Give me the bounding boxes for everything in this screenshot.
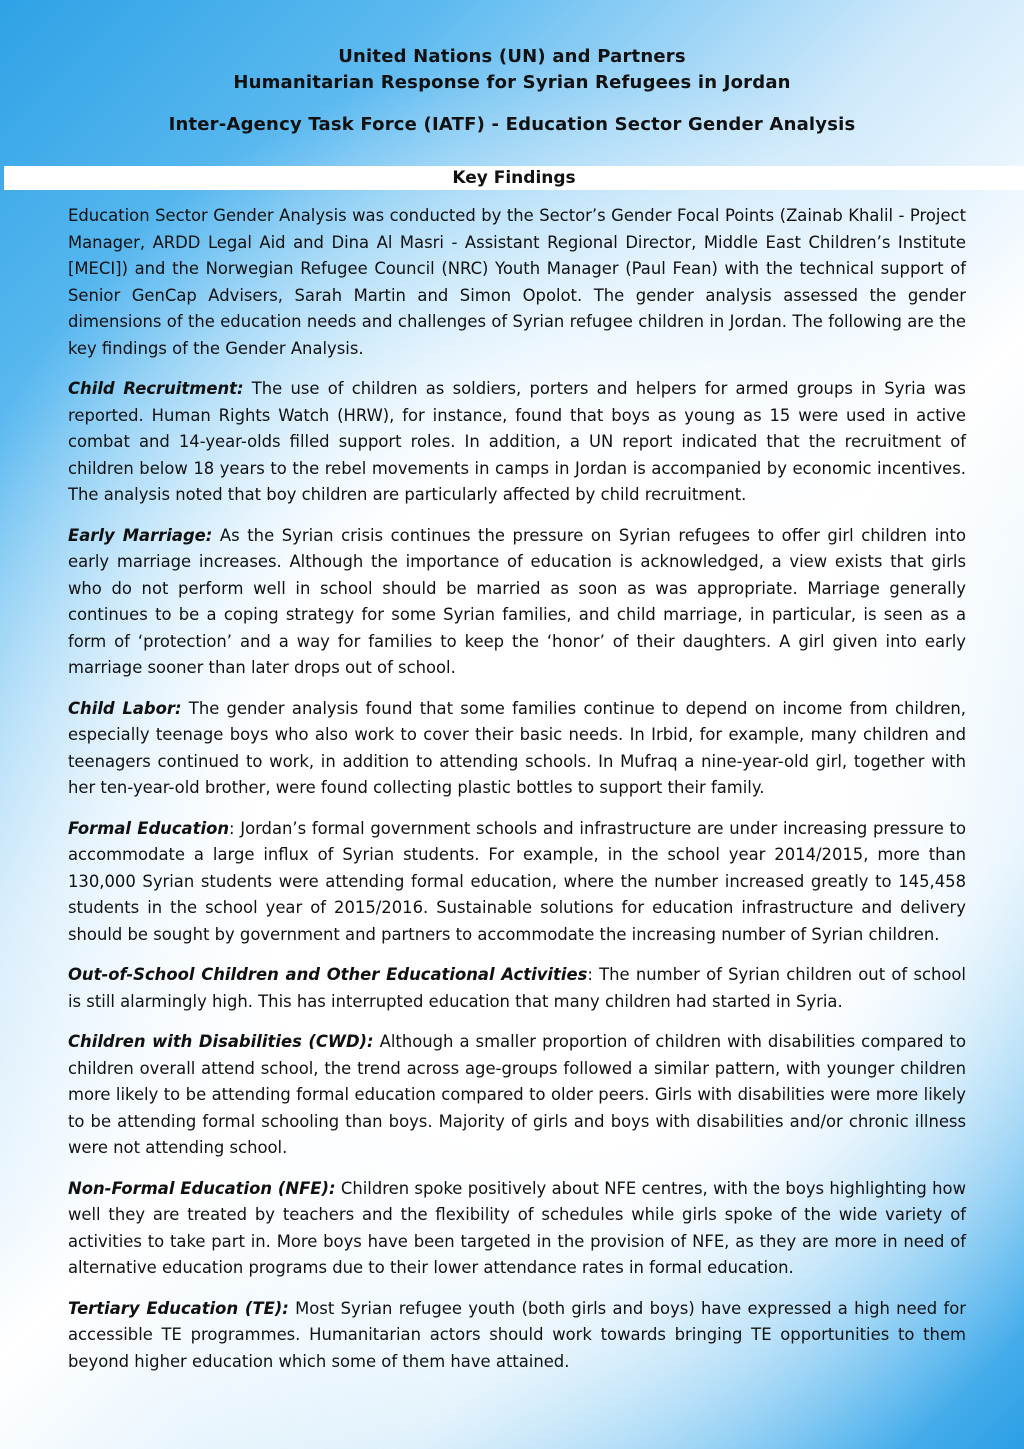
finding-child-recruitment (68, 376, 966, 509)
finding-title: Early Marriage: (68, 525, 213, 545)
finding-text: The use of children as soldiers, porters and helpers for armed groups in Syria was reported. Human Rights Watch (HRW), for instance, found that boys as young as 15 were used in active combat and 14-year-olds filled support roles. In addition, a UN report indicated that the recruitment of children below 18 years to the rebel movements in camps in Jordan is accompanied by economic incentives. The analysis noted that boy children are particularly affected by child recruitment. (68, 379, 966, 504)
finding-non-formal-education (68, 1176, 966, 1282)
finding-title: Formal Education (68, 818, 229, 838)
document-body (68, 203, 966, 1389)
finding-text: : Jordan’s formal government schools and infrastructure are under increasing pressure to accommodate a large influx of Syrian students. For example, in the school year 2014/2015, more than 130,000 Syrian students were attending formal education, where the number increased greatly to 145,458 students in the school year of 2015/2016. Sustainable solutions for education infrastructure and delivery should be sought by government and partners to accommodate the increasing number of Syrian children. (68, 818, 966, 944)
document-subtitle: Inter-Agency Task Force (IATF) - Education Sector Gender Analysis (168, 114, 856, 135)
title-line-2: Humanitarian Response for Syrian Refugees in Jordan (233, 72, 791, 93)
finding-text: Children spoke positively about NFE centres, with the boys highlighting how well they are treated by teachers and the flexibility of schedules while girls spoke of the wide variety of activities to take part in. More boys have been targeted in the provision of NFE, as they are more in need of alternative education programs due to their lower attendance rates in formal education. (68, 1178, 966, 1277)
finding-title: Non-Formal Education (NFE): (68, 1178, 336, 1198)
finding-text: As the Syrian crisis continues the pressure on Syrian refugees to offer girl children into early marriage increases. Although the importance of education is acknowledged, a view exists that girls who do not perform well in school should be married as soon as was appropriate. Marriage generally continues to be a coping strategy for some Syrian families, and child marriage, in particular, is seen as a form of ‘protection’ and a way for families to keep the ‘honor’ of their daughters. A girl given into early marriage sooner than later drops out of school. (68, 525, 966, 677)
finding-child-labor (68, 696, 966, 802)
finding-title: Tertiary Education (TE): (68, 1298, 289, 1318)
finding-early-marriage (68, 523, 966, 682)
finding-title: Children with Disabilities (CWD): (68, 1032, 374, 1051)
finding-out-of-school (68, 962, 966, 1015)
finding-tertiary-education (68, 1296, 966, 1376)
intro-paragraph: Education Sector Gender Analysis was conducted by the Sector’s Gender Focal Points (Zainab Khalil - Project Manager, ARDD Legal Aid and Dina Al Masri - Assistant Regional Director, Middle East Children’s Institute [MECI]) and the Norwegian Refugee Council (NRC) Youth Manager (Paul Fean) with the technical support of Senior GenCap Advisers, Sarah Martin and Simon Opolot. The gender analysis assessed the gender dimensions of the education needs and challenges of Syrian refugee children in Jordan. The following are the key findings of the Gender Analysis. (68, 206, 966, 358)
finding-text: : The number of Syrian children out of school is still alarmingly high. This has interrupted education that many children had started in Syria. (68, 965, 966, 1011)
finding-text: Although a smaller proportion of children with disabilities compared to children overall attend school, the trend across age-groups followed a similar pattern, with younger children more likely to be attending formal education compared to older peers. Girls with disabilities were more likely to be attending formal schooling than boys. Majority of girls and boys with disabilities and/or chronic illness were not attending school. (68, 1032, 966, 1157)
finding-text: The gender analysis found that some families continue to depend on income from children, especially teenage boys who also work to cover their basic needs. In Irbid, for example, many children and teenagers continued to work, in addition to attending schools. In Mufraq a nine-year-old girl, together with her ten-year-old brother, were found collecting plastic bottles to support their family. (68, 698, 966, 797)
finding-title: Child Labor: (68, 698, 182, 718)
finding-title: Child Recruitment: (68, 379, 244, 398)
document-header (0, 44, 1024, 138)
title-line-1: United Nations (UN) and Partners (338, 46, 686, 67)
key-findings-heading: Key Findings (4, 166, 1024, 190)
finding-title: Out-of-School Children and Other Educational Activities (68, 965, 588, 984)
finding-formal-education (68, 816, 966, 949)
finding-text: Most Syrian refugee youth (both girls and boys) have expressed a high need for accessible TE programmes. Humanitarian actors should work towards bringing TE opportunities to them beyond higher education which some of them have attained. (68, 1298, 966, 1371)
finding-disabilities (68, 1029, 966, 1162)
